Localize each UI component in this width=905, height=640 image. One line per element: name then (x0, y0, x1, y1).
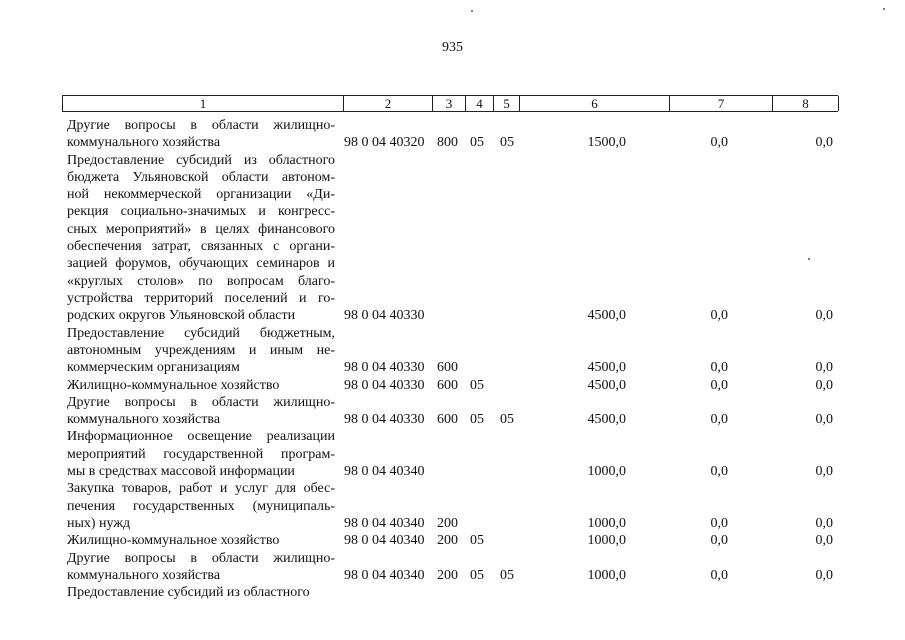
scan-speck (471, 10, 473, 12)
amount-col-7: 0,0 (710, 412, 728, 428)
code-target-article: 98 0 04 40330 (344, 412, 425, 428)
description-line: Жилищно-коммунальное хозяйство (67, 533, 280, 549)
code-subsection: 05 (500, 567, 514, 583)
row-description (67, 480, 335, 532)
code-target-article: 98 0 04 40340 (344, 567, 425, 583)
description-line: сных мероприятий» в целях финансового (67, 221, 335, 237)
code-target-article: 98 0 04 40330 (344, 377, 425, 393)
amount-col-7: 0,0 (710, 308, 728, 324)
row-description (67, 428, 335, 480)
code-section: 05 (470, 567, 484, 583)
description-line: устройства территорий поселений и го- (67, 290, 335, 306)
row-description (67, 117, 335, 152)
code-section: 05 (470, 533, 484, 549)
code-target-article: 98 0 04 40340 (344, 533, 425, 549)
description-line: рекция социально-значимых и конгресс- (67, 204, 335, 220)
description-line: ных) нужд (67, 515, 131, 531)
row-description (67, 584, 335, 601)
amount-col-7: 0,0 (710, 533, 728, 549)
amount-col-6: 1000,0 (587, 567, 626, 583)
amount-col-8: 0,0 (815, 360, 833, 376)
amount-col-6: 1000,0 (587, 515, 626, 531)
description-line: ной некоммерческой организации «Ди- (67, 187, 335, 203)
scan-speck (883, 8, 885, 10)
description-line: «круглых столов» по вопросам благо- (67, 273, 335, 289)
description-line: коммерческим организациям (67, 360, 240, 376)
row-description (67, 532, 335, 549)
code-section: 05 (470, 377, 484, 393)
amount-col-8: 0,0 (815, 533, 833, 549)
header-col-7: 7 (670, 96, 773, 111)
code-target-article: 98 0 04 40330 (344, 308, 425, 324)
code-expense-type: 600 (437, 377, 458, 393)
description-line: Жилищно-коммунальное хозяйство (67, 377, 280, 393)
amount-col-8: 0,0 (815, 412, 833, 428)
code-expense-type: 800 (437, 135, 458, 151)
code-expense-type: 600 (437, 412, 458, 428)
code-target-article: 98 0 04 40340 (344, 515, 425, 531)
code-section: 05 (470, 135, 484, 151)
description-line: Другие вопросы в области жилищно- (67, 550, 335, 566)
scan-speck (808, 258, 810, 260)
row-description (67, 394, 335, 429)
amount-col-7: 0,0 (710, 464, 728, 479)
amount-col-6: 4500,0 (587, 412, 626, 428)
amount-col-6: 1000,0 (587, 464, 626, 479)
description-line: коммунального хозяйства (67, 567, 221, 583)
amount-col-7: 0,0 (710, 567, 728, 583)
description-line: Предоставление субсидий из областного (67, 152, 335, 168)
description-line: Закупка товаров, работ и услуг для обес- (67, 481, 335, 497)
amount-col-8: 0,0 (815, 515, 833, 531)
row-description (67, 325, 335, 377)
header-col-2: 2 (344, 96, 433, 111)
description-line: обеспечения затрат, связанных с органи- (67, 239, 335, 255)
page-number: 935 (442, 40, 463, 55)
description-line: коммунального хозяйства (67, 135, 221, 151)
description-line: зацией форумов, обучающих семинаров и (67, 256, 335, 272)
description-line: Другие вопросы в области жилищно- (67, 394, 335, 410)
description-line: родских округов Ульяновской области (67, 308, 296, 324)
code-subsection: 05 (500, 412, 514, 428)
code-target-article: 98 0 04 40330 (344, 360, 425, 376)
description-line: Информационное освещение реализации (67, 429, 335, 445)
row-description (67, 377, 335, 394)
amount-col-8: 0,0 (815, 567, 833, 583)
description-line: Другие вопросы в области жилищно- (67, 118, 335, 133)
code-expense-type: 200 (437, 533, 458, 549)
description-line: печения государственных (муниципаль- (67, 498, 335, 514)
description-line: бюджета Ульяновской области автоном- (67, 169, 335, 185)
code-expense-type: 200 (437, 567, 458, 583)
code-section: 05 (470, 412, 484, 428)
header-col-1: 1 (63, 96, 344, 111)
description-line: автономным учреждениям и иным не- (67, 342, 335, 358)
row-description (67, 550, 335, 585)
header-col-4: 4 (466, 96, 494, 111)
amount-col-6: 4500,0 (587, 360, 626, 376)
amount-col-6: 4500,0 (587, 308, 626, 324)
amount-col-7: 0,0 (710, 377, 728, 393)
amount-col-6: 1000,0 (587, 533, 626, 549)
header-col-3: 3 (433, 96, 466, 111)
amount-col-8: 0,0 (815, 464, 833, 479)
amount-col-7: 0,0 (710, 360, 728, 376)
code-subsection: 05 (500, 135, 514, 151)
code-expense-type: 600 (437, 360, 458, 376)
amount-col-7: 0,0 (710, 135, 728, 151)
code-target-article: 98 0 04 40340 (344, 464, 425, 479)
description-line: Предоставление субсидий бюджетным, (67, 325, 335, 341)
code-target-article: 98 0 04 40320 (344, 135, 425, 151)
header-col-5: 5 (494, 96, 520, 111)
code-expense-type: 200 (437, 515, 458, 531)
amount-col-7: 0,0 (710, 515, 728, 531)
description-line: Предоставление субсидий из областного (67, 585, 310, 601)
amount-col-8: 0,0 (815, 377, 833, 393)
description-line: мероприятий государственной програм- (67, 446, 335, 462)
header-col-8: 8 (773, 96, 839, 111)
row-description (67, 152, 335, 325)
amount-col-8: 0,0 (815, 308, 833, 324)
amount-col-6: 4500,0 (587, 377, 626, 393)
amount-col-8: 0,0 (815, 135, 833, 151)
amount-col-6: 1500,0 (587, 135, 626, 151)
description-line: коммунального хозяйства (67, 412, 221, 428)
header-col-6: 6 (520, 96, 670, 111)
description-line: мы в средствах массовой информации (67, 463, 295, 479)
